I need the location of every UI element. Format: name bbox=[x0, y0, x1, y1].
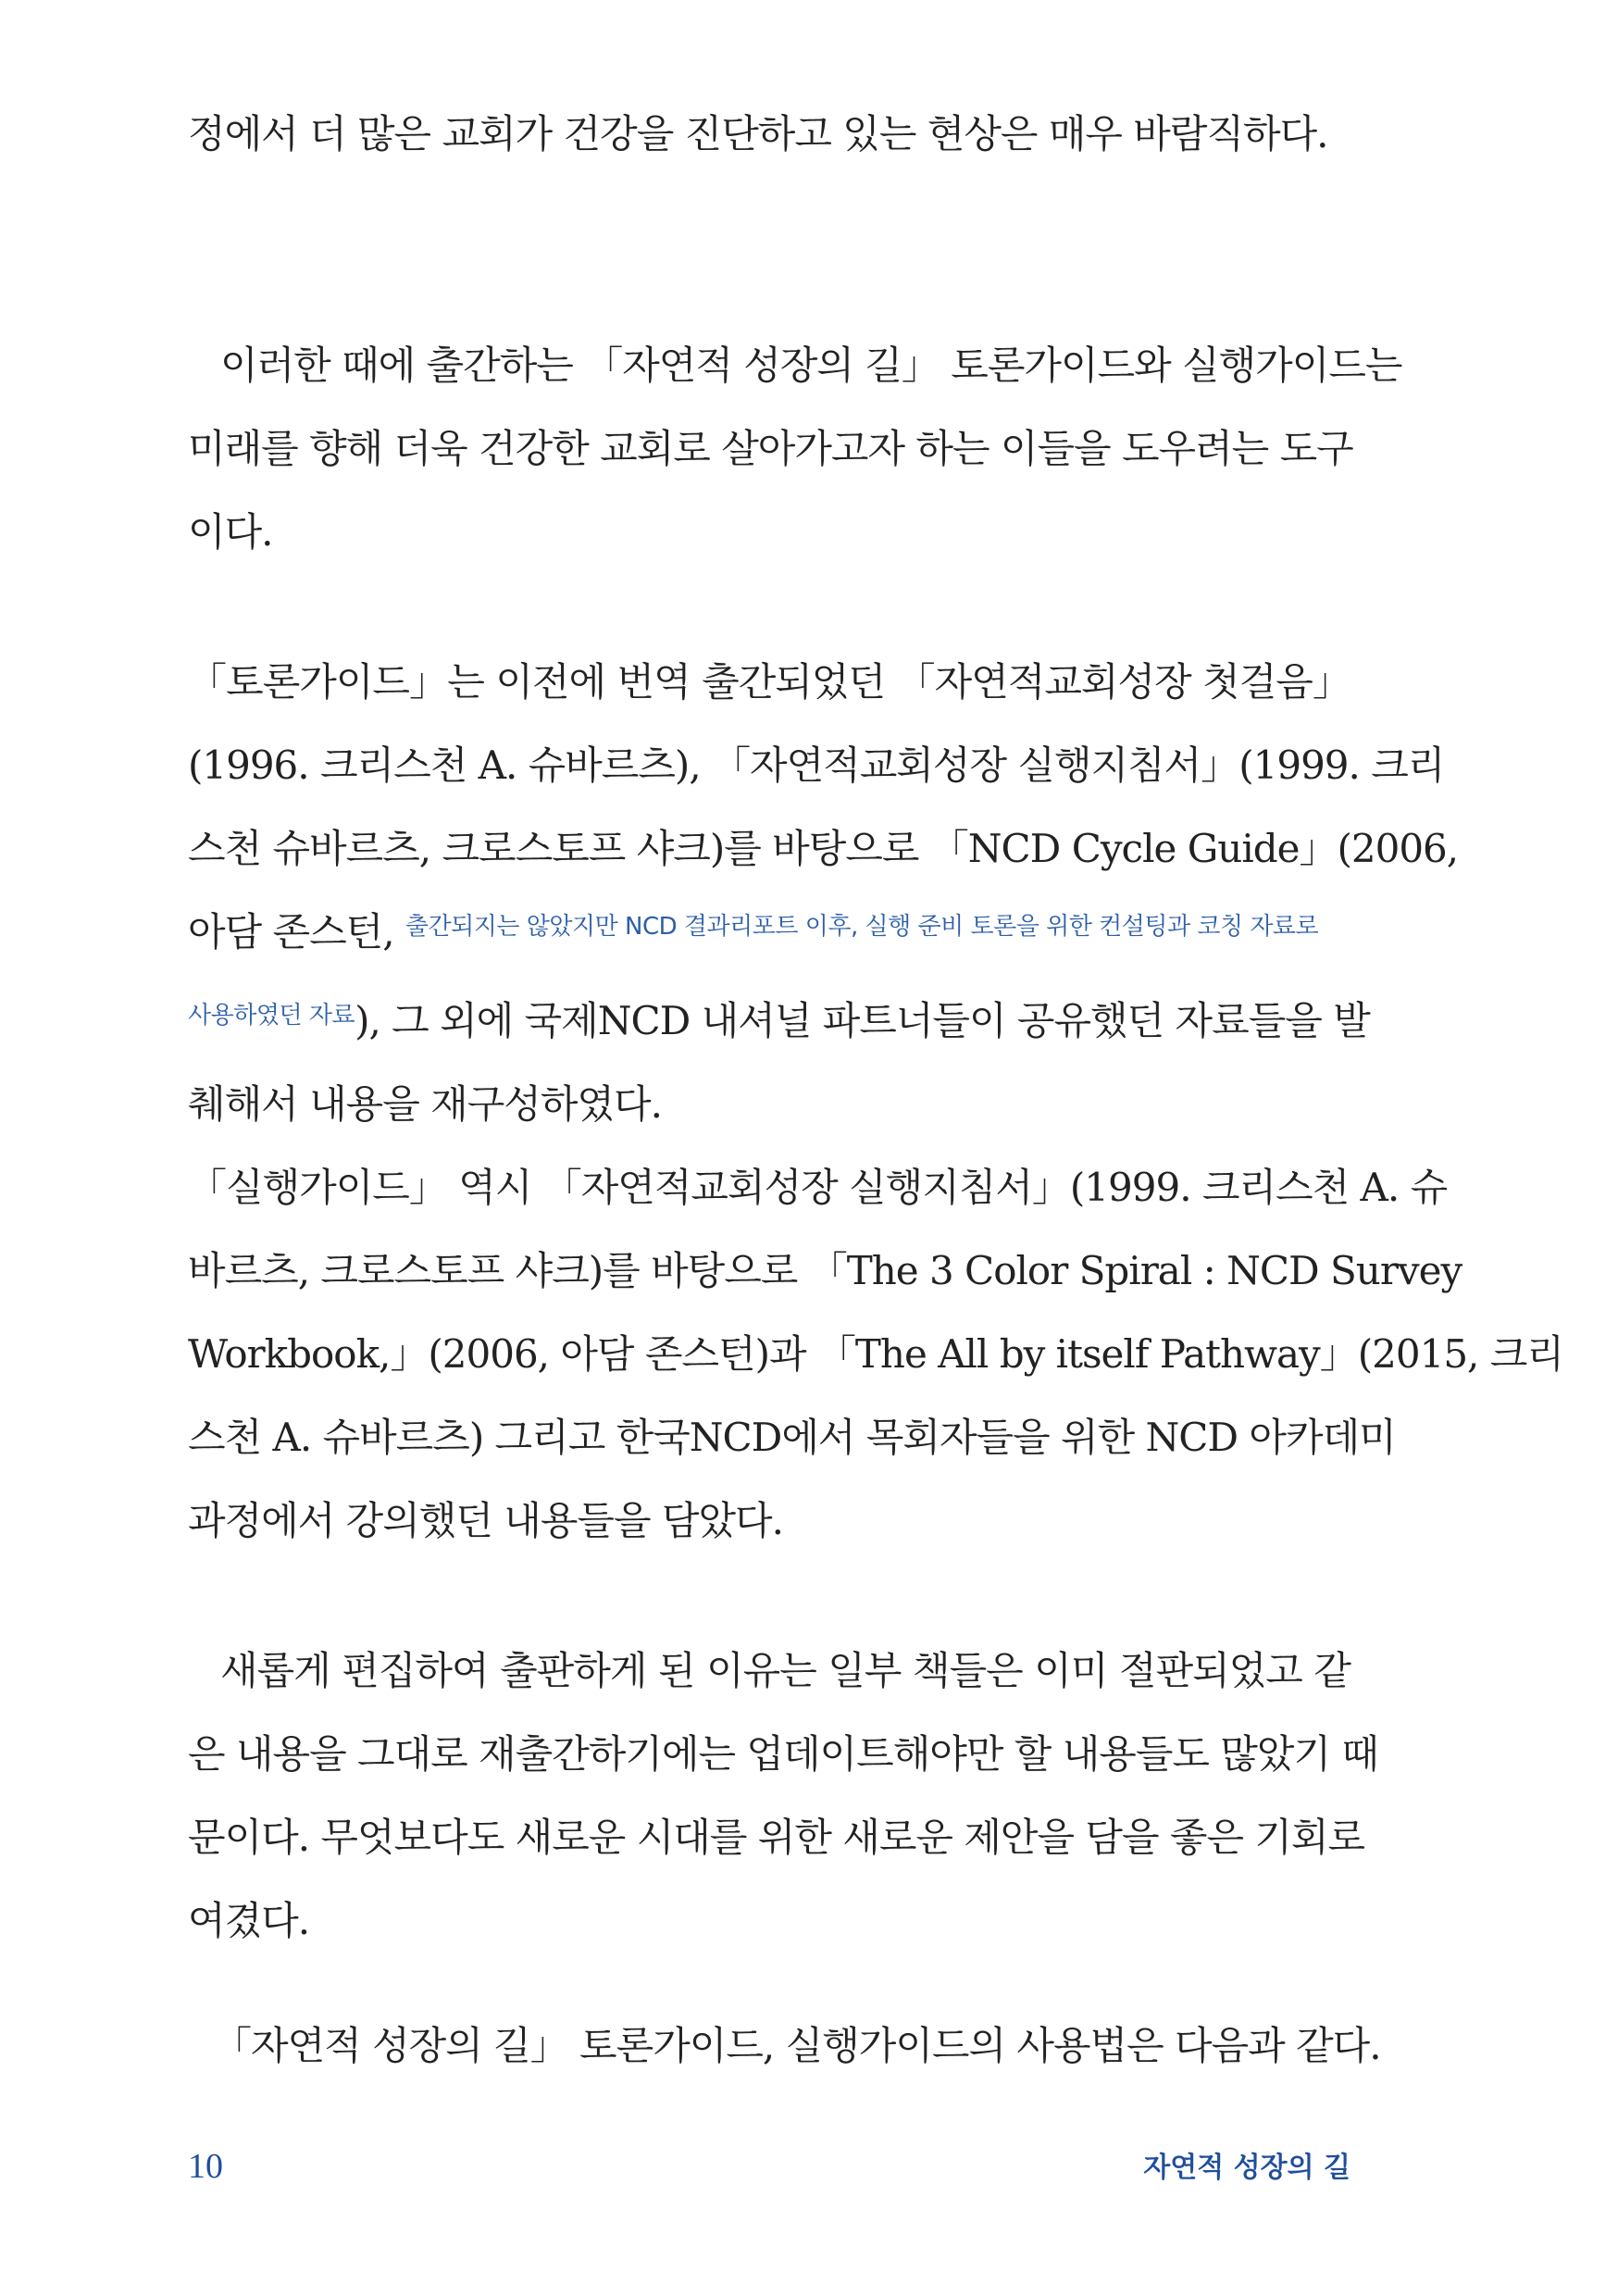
text-line: 은 내용을 그대로 재출간하기에는 업데이트해야만 할 내용들도 많았기 때 bbox=[188, 1731, 1378, 1777]
text-line: 문이다. 무엇보다도 새로운 시대를 위한 새로운 제안을 담을 좋은 기회로 bbox=[188, 1815, 1365, 1860]
text-line: 미래를 향해 더욱 건강한 교회로 살아가고자 하는 이들을 도우려는 도구 bbox=[188, 426, 1353, 471]
text-line-with-note bbox=[0, 891, 1618, 974]
translator-note: 사용하였던 자료 bbox=[188, 1002, 355, 1029]
page-number: 10 bbox=[188, 2147, 223, 2186]
text-line: 과정에서 강의했던 내용들을 담았다. bbox=[188, 1498, 783, 1543]
text-line: 정에서 더 많은 교회가 건강을 진단하고 있는 현상은 매우 바람직하다. bbox=[188, 111, 1328, 156]
text-line: 이다. bbox=[188, 509, 273, 555]
text-line: 「토론가이드」는 이전에 번역 출간되었던 「자연적교회성장 첫걸음」 bbox=[188, 659, 1350, 705]
text-line: 새롭게 편집하여 출판하게 된 이유는 일부 책들은 이미 절판되었고 같 bbox=[220, 1648, 1350, 1693]
text-line-with-note bbox=[0, 980, 1618, 1063]
translator-note: 출간되지는 않았지만 NCD 결과리포트 이후, 실행 준비 토론을 위한 컨설팅과 코칭 자료로 bbox=[404, 913, 1319, 941]
text-segment: 아담 존스턴, bbox=[188, 909, 394, 955]
text-line: 스천 슈바르츠, 크로스토프 샤크)를 바탕으로 「NCD Cycle Guide」(2006, bbox=[188, 826, 1459, 871]
running-footer-title: 자연적 성장의 길 bbox=[1143, 2152, 1350, 2184]
text-line: 스천 A. 슈바르츠) 그리고 한국NCD에서 목회자들을 위한 NCD 아카데미 bbox=[188, 1415, 1396, 1460]
text-line: 「실행가이드」 역시 「자연적교회성장 실행지침서」(1999. 크리스천 A. 슈 bbox=[188, 1165, 1448, 1210]
text-line: Workbook,」(2006, 아담 존스턴)과 「The All by itself Pathway」(2015, 크리 bbox=[188, 1331, 1563, 1377]
text-line: 바르츠, 크로스토프 샤크)를 바탕으로 「The 3 Color Spiral : NCD Survey bbox=[188, 1248, 1462, 1293]
text-segment: ), 그 외에 국제NCD 내셔널 파트너들이 공유했던 자료들을 발 bbox=[355, 998, 1370, 1043]
text-line: 「자연적 성장의 길」 토론가이드, 실행가이드의 사용법은 다음과 같다. bbox=[213, 2023, 1381, 2068]
text-line: 이러한 때에 출간하는 「자연적 성장의 길」 토론가이드와 실행가이드는 bbox=[220, 343, 1402, 388]
text-line: 췌해서 내용을 재구성하였다. bbox=[188, 1081, 662, 1127]
text-line: 여겼다. bbox=[188, 1898, 310, 1943]
text-line: (1996. 크리스천 A. 슈바르츠), 「자연적교회성장 실행지침서」(1999. 크리 bbox=[188, 742, 1445, 788]
